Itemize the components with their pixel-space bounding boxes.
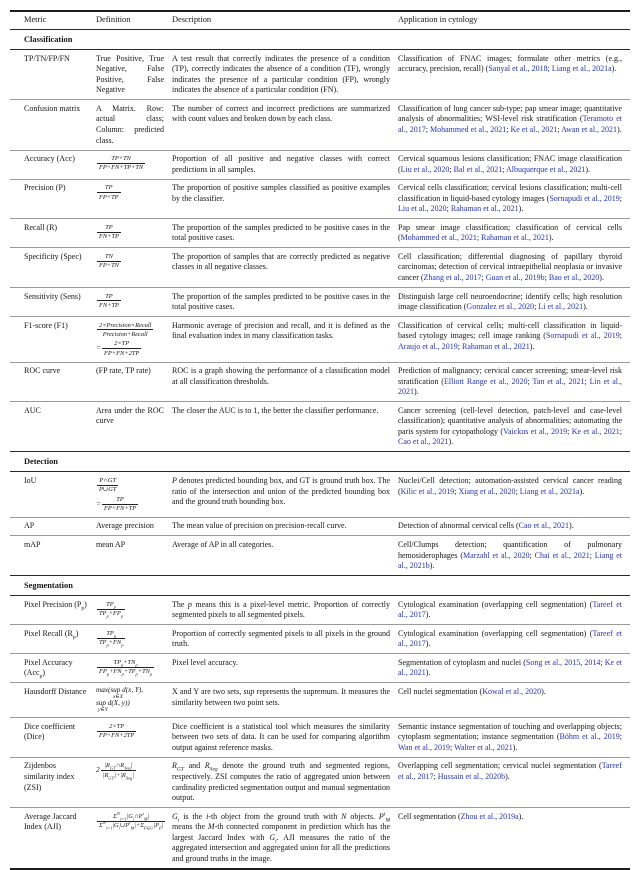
fraction-denominator: $\Sigma^N_{i=1}|G_i\cup P^i_M|+\Sigma_{F\in U}|P_F|$ bbox=[99, 819, 164, 831]
application-text: Prediction of malignancy; cervical cancer screening; smear-level risk stratification ( bbox=[398, 366, 622, 386]
formula-fraction bbox=[97, 630, 125, 647]
application-text: ; bbox=[425, 124, 431, 134]
citation-link[interactable]: Rahaman et al., 2021 bbox=[481, 233, 549, 243]
formula-fraction bbox=[101, 762, 136, 779]
application-cell bbox=[398, 517, 630, 536]
metric-cell: Zijdenbos similarity index (ZSI) bbox=[10, 757, 96, 807]
metric-cell: IoU bbox=[10, 472, 96, 517]
formula-fraction bbox=[97, 253, 121, 270]
application-text: Classification of cervical cells; multi-cell classification in liquid-based cytology images; cell image ranking ( bbox=[398, 320, 622, 341]
definition-cell bbox=[96, 219, 172, 248]
metric-cell: Sensitivity (Sens) bbox=[10, 288, 96, 317]
definition-cell bbox=[96, 625, 172, 654]
formula-fraction bbox=[102, 496, 138, 513]
application-text: ; bbox=[529, 550, 535, 560]
fraction-numerator: 2×TP bbox=[97, 723, 136, 732]
metric-cell: Pixel Accuracy (Acc$_p$) bbox=[10, 654, 96, 683]
fraction-numerator: TP bbox=[97, 184, 121, 193]
formula-fraction bbox=[97, 723, 136, 740]
citation-link[interactable]: Liang et al., 2021b bbox=[398, 550, 623, 571]
application-text: Cervical squamous lesions classification; FNAC image classification ( bbox=[398, 154, 622, 174]
operator-subscript: y∈Y bbox=[98, 706, 108, 713]
citation-link[interactable]: Xiang et al., 2020 bbox=[458, 486, 516, 496]
description-cell: The number of correct and incorrect predictions are summarized with count values and broken down by each class. bbox=[172, 100, 398, 150]
application-text: ; bbox=[527, 376, 533, 386]
formula-fraction bbox=[97, 659, 154, 676]
citation-link[interactable]: Tareef et al., 2017 bbox=[398, 628, 622, 649]
application-text: ). bbox=[425, 610, 431, 620]
application-cell bbox=[398, 317, 630, 362]
definition-text: A Matrix. Row: actual class; Column: predicted class. bbox=[96, 103, 164, 145]
formula-inline: = bbox=[96, 498, 101, 508]
application-text: Cervical cells classification; cervical lesions classification; multi-cell classification in liquid-based cytology images ( bbox=[398, 183, 622, 203]
application-text: ). bbox=[429, 561, 435, 571]
operator-main: max(sup d(x, Y), bbox=[96, 685, 144, 694]
description-cell: X and Y are two sets, sup represents the supremum. It measures the similarity between two point sets. bbox=[172, 683, 398, 718]
application-text: ). bbox=[611, 64, 617, 74]
fraction-numerator: P∩GT bbox=[97, 477, 118, 486]
fraction-denominator: FN+TP bbox=[99, 233, 119, 241]
application-text: ; bbox=[544, 272, 549, 282]
formula-fraction bbox=[97, 293, 121, 310]
application-cell bbox=[398, 150, 630, 179]
metric-cell: Pixel Recall $(R_p)$ bbox=[10, 625, 96, 654]
column-header-metric: Metric bbox=[10, 11, 96, 30]
application-text: ; bbox=[506, 124, 511, 134]
application-cell bbox=[398, 596, 630, 625]
fraction-denominator: FP+FN+2TP bbox=[99, 732, 135, 740]
application-cell bbox=[398, 179, 630, 219]
citation-link[interactable]: Zhang et al., 2017 bbox=[423, 272, 482, 282]
metric-cell: AP bbox=[10, 517, 96, 536]
fraction-numerator: 2×Precision×Recall bbox=[99, 321, 152, 329]
fraction-denominator: $|R_{GT}|+|R_{Seg}|$ bbox=[102, 771, 135, 781]
description-cell: The proportion of the samples predicted to be positive cases in the total positive cases. bbox=[172, 288, 398, 317]
application-cell bbox=[398, 757, 630, 807]
application-text: ; bbox=[619, 426, 622, 436]
application-text: ; bbox=[481, 272, 486, 282]
description-cell: Proportion of correctly segmented pixels to all pixels in the ground truth. bbox=[172, 625, 398, 654]
formula-fraction bbox=[97, 184, 121, 201]
citation-link[interactable]: Chai et al., 2021 bbox=[534, 550, 590, 560]
definition-cell bbox=[96, 683, 172, 718]
application-text: ). bbox=[583, 302, 588, 312]
definition-cell bbox=[96, 179, 172, 219]
table-row bbox=[10, 472, 630, 517]
metric-cell: Accuracy (Acc) bbox=[10, 150, 96, 179]
column-header-application: Application in cytology bbox=[398, 11, 630, 30]
citation-link[interactable]: Sornapudi et al., 2019 bbox=[549, 193, 620, 203]
citation-link[interactable]: Zhou et al., 2019a bbox=[460, 811, 519, 821]
definition-cell bbox=[96, 100, 172, 150]
application-text: ; bbox=[619, 732, 622, 742]
application-cell bbox=[398, 654, 630, 683]
fraction-numerator: $TP_p$ bbox=[97, 630, 125, 639]
application-text: ; bbox=[454, 486, 459, 496]
citation-link[interactable]: Bao et al., 2020 bbox=[548, 272, 600, 282]
description-cell: $R_{GT}$ and $R_{Seg}$ denote the ground truth and segmented regions, respectively. ZSI computes the ratio of aggregated union between cardinality predicted segmentation output and manual segmentation output. bbox=[172, 757, 398, 807]
fraction-denominator: $TP_p+FP_p$ bbox=[99, 610, 124, 619]
table-row bbox=[10, 654, 630, 683]
citation-link[interactable]: Lin et al., 2021 bbox=[398, 376, 623, 397]
application-text: Cytological examination (overlapping cell segmentation) ( bbox=[398, 628, 593, 638]
table-header-row bbox=[10, 11, 630, 30]
citation-link[interactable]: Liu et al., 2020 bbox=[398, 204, 447, 214]
description-cell: ROC is a graph showing the performance of a classification model at all classification thresholds. bbox=[172, 362, 398, 402]
metric-cell: TP/TN/FP/FN bbox=[10, 50, 96, 100]
application-text: Segmentation of cytoplasm and nuclei ( bbox=[398, 657, 526, 667]
fraction-numerator: $|R_{GT}\cap R_{Seg}|$ bbox=[101, 762, 136, 771]
application-text: ; bbox=[557, 124, 562, 134]
application-text: ; bbox=[457, 341, 462, 351]
fraction-denominator: FP+FN+TP+TN bbox=[99, 164, 144, 172]
formula-fraction bbox=[97, 224, 121, 241]
definition-text: mean AP bbox=[96, 539, 126, 549]
metric-cell: Specificity (Spec) bbox=[10, 248, 96, 288]
application-text: ). bbox=[448, 437, 454, 447]
column-header-definition: Definition bbox=[96, 11, 172, 30]
application-text: Nuclei/Cell detection; automation-assisted cervical cancer reading ( bbox=[398, 475, 622, 496]
description-cell: The proportion of the samples predicted to be positive cases in the total positive cases. bbox=[172, 219, 398, 248]
table-row bbox=[10, 362, 630, 402]
citation-link[interactable]: Elliott Range et al., 2020 bbox=[443, 376, 528, 386]
section-title: Segmentation bbox=[10, 576, 630, 596]
application-text: ; bbox=[433, 772, 438, 782]
definition-cell bbox=[96, 472, 172, 517]
fraction-denominator: FP+TP bbox=[99, 193, 119, 201]
application-text: ; bbox=[502, 164, 506, 174]
citation-link[interactable]: Tareef et al., 2017 bbox=[398, 599, 622, 620]
table-body bbox=[10, 30, 630, 869]
application-text: Detection of abnormal cervical cells ( bbox=[398, 521, 519, 531]
metrics-table bbox=[10, 10, 630, 870]
metric-cell: mAP bbox=[10, 536, 96, 576]
citation-link[interactable]: Walter et al., 2021 bbox=[454, 742, 513, 752]
description-cell: The proportion of samples that are correctly predicted as negative classes in all negative classes. bbox=[172, 248, 398, 288]
application-text: ; bbox=[584, 376, 590, 386]
formula-operator bbox=[96, 700, 164, 713]
citation-link[interactable]: Mohammed et al., 2021 bbox=[430, 124, 507, 134]
application-text: ). bbox=[425, 639, 431, 649]
definition-text: (FP rate, TP rate) bbox=[96, 366, 151, 376]
fraction-denominator: FP+FN+TP bbox=[104, 505, 137, 513]
application-text: ). bbox=[518, 811, 524, 821]
table-row bbox=[10, 150, 630, 179]
metric-cell: Hausdorff Distance bbox=[10, 683, 96, 718]
metric-cell: ROC curve bbox=[10, 362, 96, 402]
definition-cell bbox=[96, 248, 172, 288]
definition-text: True Positive, True Negative, False Positive, False Negative bbox=[96, 53, 164, 95]
table-row bbox=[10, 808, 630, 869]
formula-fraction bbox=[97, 155, 145, 172]
citation-link[interactable]: Cao et al., 2021 bbox=[518, 521, 570, 531]
application-text: ). bbox=[505, 772, 510, 782]
definition-cell bbox=[96, 517, 172, 536]
application-text: ). bbox=[425, 668, 431, 678]
application-text: ). bbox=[579, 486, 585, 496]
operator-main: sup d(X, y)) bbox=[96, 699, 130, 708]
application-text: Cytological examination (overlapping cell segmentation) ( bbox=[398, 599, 593, 609]
application-cell bbox=[398, 718, 630, 758]
application-cell bbox=[398, 362, 630, 402]
description-cell: Dice coefficient is a statistical tool which measures the similarity between two sets of data. It can be used for comparing algorithm output against reference masks. bbox=[172, 718, 398, 758]
application-cell bbox=[398, 50, 630, 100]
application-cell bbox=[398, 100, 630, 150]
fraction-denominator: P∪GT bbox=[99, 486, 117, 494]
citation-link[interactable]: Cao et al., 2021 bbox=[398, 437, 449, 447]
fraction-numerator: 2×TP bbox=[102, 340, 141, 349]
application-text: , bbox=[580, 657, 585, 667]
formula-fraction bbox=[97, 322, 153, 339]
citation-link[interactable]: 2014 bbox=[584, 657, 601, 667]
table-row bbox=[10, 100, 630, 150]
table-row bbox=[10, 219, 630, 248]
citation-link[interactable]: Awan et al., 2021 bbox=[561, 124, 618, 134]
application-cell bbox=[398, 625, 630, 654]
fraction-numerator: TN bbox=[97, 253, 121, 262]
fraction-numerator: TP+TN bbox=[97, 155, 145, 164]
application-text: Cell segmentation ( bbox=[398, 811, 461, 821]
citation-link[interactable]: Rahaman et al., 2021 bbox=[462, 341, 530, 351]
application-text: ). bbox=[529, 341, 535, 351]
definition-cell bbox=[96, 808, 172, 869]
table-row bbox=[10, 757, 630, 807]
formula-fraction bbox=[97, 810, 165, 831]
application-cell bbox=[398, 248, 630, 288]
formula-fraction bbox=[97, 601, 125, 618]
definition-cell bbox=[96, 317, 172, 362]
fraction-denominator: FP+TN bbox=[99, 262, 119, 270]
section-title: Detection bbox=[10, 452, 630, 472]
application-text: ; bbox=[567, 426, 572, 436]
citation-link[interactable]: Tan et al., 2021 bbox=[532, 376, 585, 386]
definition-cell bbox=[96, 596, 172, 625]
definition-cell bbox=[96, 757, 172, 807]
application-text: ). bbox=[599, 272, 604, 282]
description-cell: The proportion of positive samples classified as positive examples by the classifier. bbox=[172, 179, 398, 219]
application-text: ; bbox=[619, 193, 623, 203]
definition-cell bbox=[96, 362, 172, 402]
citation-link[interactable]: Mohammed et al., 2021 bbox=[400, 233, 477, 243]
definition-cell bbox=[96, 718, 172, 758]
application-text: ; bbox=[547, 64, 552, 74]
application-cell bbox=[398, 808, 630, 869]
table-row bbox=[10, 288, 630, 317]
citation-link[interactable]: Wan et al., 2019 bbox=[398, 742, 451, 752]
description-cell: Pixel level accuracy. bbox=[172, 654, 398, 683]
definition-cell bbox=[96, 150, 172, 179]
column-header-description: Description bbox=[172, 11, 398, 30]
metric-cell: Recall (R) bbox=[10, 219, 96, 248]
citation-link[interactable]: Rahaman et al., 2021 bbox=[450, 204, 519, 214]
description-cell: P denotes predicted bounding box, and GT is ground truth box. The ratio of the intersection and union of the predicted bounding box and the ground truth bounding box. bbox=[172, 472, 398, 517]
citation-link[interactable]: Bal et al., 2021 bbox=[453, 164, 503, 174]
application-text: Distinguish large cell neuroendocrine; identify cells; high resolution image classification ( bbox=[398, 291, 622, 312]
citation-link[interactable]: Marzahl et al., 2020 bbox=[463, 550, 530, 560]
application-text: ). bbox=[569, 521, 574, 531]
table-row bbox=[10, 625, 630, 654]
application-text: ; bbox=[476, 233, 482, 243]
formula-fraction bbox=[97, 477, 118, 494]
fraction-denominator: $TP_p+FN_p$ bbox=[99, 639, 124, 648]
application-text: Classification of lung cancer sub-type; pap smear image; quantitative analysis of abnormalities; WSI-level risk stratification ( bbox=[398, 103, 622, 124]
description-cell: Proportion of all positive and negative classes with correct predictions in all samples. bbox=[172, 150, 398, 179]
formula-inline: 2 bbox=[96, 765, 100, 775]
citation-link[interactable]: Liang et al., 2021a bbox=[551, 64, 612, 74]
description-cell: Harmonic average of precision and recall, and it is defined as the final evaluation index in many classification tasks. bbox=[172, 317, 398, 362]
application-text: Cancer screening (cell-level detection, patch-level and case-level classification); quantitative analysis of abnormalities; automating the paris system for cytopathology ( bbox=[398, 405, 622, 436]
application-text: ). bbox=[541, 686, 546, 696]
application-text: Classification of FNAC images; formulate other metrics (e.g., accuracy, precision, recall) ( bbox=[398, 53, 622, 74]
citation-link[interactable]: Teramoto et al., 2017 bbox=[398, 114, 622, 134]
citation-link[interactable]: Tareef et al., 2017 bbox=[398, 761, 622, 782]
section-header-row bbox=[10, 576, 630, 596]
metric-cell: F1-score (F1) bbox=[10, 317, 96, 362]
fraction-denominator: FP+FN+2TP bbox=[104, 349, 140, 357]
table-row bbox=[10, 596, 630, 625]
table-row bbox=[10, 718, 630, 758]
definition-cell bbox=[96, 50, 172, 100]
definition-cell bbox=[96, 288, 172, 317]
formula-fraction bbox=[102, 340, 141, 357]
citation-link[interactable]: Ke et al., 2021 bbox=[510, 124, 558, 134]
application-text: ). bbox=[518, 204, 524, 214]
application-text: ). bbox=[617, 124, 622, 134]
application-text: ). bbox=[414, 387, 419, 397]
description-cell: Average of AP in all categories. bbox=[172, 536, 398, 576]
formula-operator bbox=[96, 687, 164, 700]
application-cell bbox=[398, 536, 630, 576]
application-cell bbox=[398, 219, 630, 248]
fraction-numerator: $TP_p$ bbox=[97, 601, 125, 610]
fraction-numerator: TP bbox=[97, 224, 121, 233]
definition-cell bbox=[96, 536, 172, 576]
application-text: ; bbox=[589, 550, 595, 560]
description-cell: The p means this is a pixel-level metric. Proportion of correctly segmented pixels to all segmented pixels. bbox=[172, 596, 398, 625]
application-text: ; bbox=[446, 204, 451, 214]
citation-link[interactable]: Ke et al., 2021 bbox=[571, 426, 620, 436]
definition-cell bbox=[96, 654, 172, 683]
description-cell: The closer the AUC is to 1, the better the classifier performance. bbox=[172, 402, 398, 452]
table-row bbox=[10, 402, 630, 452]
application-text: ; bbox=[449, 164, 454, 174]
citation-link[interactable]: Araujo et al., 2019 bbox=[398, 341, 458, 351]
definition-text: Area under the ROC curve bbox=[96, 405, 164, 426]
application-text: ; bbox=[515, 486, 520, 496]
metric-cell: Average Jaccard Index (AJI) bbox=[10, 808, 96, 869]
description-cell: $G_i$ is the i-th object from the ground truth with N objects. $P^i_M$ means the M-th connected component in prediction which has the largest Jaccard Index with $G_i$. AJI measures the ratio of the aggregated intersection and aggregated union for all the predictions and ground truths in the image. bbox=[172, 808, 398, 869]
definition-cell bbox=[96, 402, 172, 452]
fraction-denominator: FN+TP bbox=[99, 301, 119, 309]
application-text: ; bbox=[600, 657, 605, 667]
citation-link[interactable]: Gonzalez et al., 2020 bbox=[466, 302, 535, 312]
citation-link[interactable]: Hussain et al., 2020b bbox=[437, 772, 506, 782]
section-header-row bbox=[10, 30, 630, 50]
citation-link[interactable]: Albuquerque et al., 2021 bbox=[506, 164, 586, 174]
application-cell bbox=[398, 472, 630, 517]
application-text: Pap smear image classification; classification of cervical cells ( bbox=[398, 222, 622, 243]
section-header-row bbox=[10, 452, 630, 472]
application-text: ; bbox=[450, 742, 455, 752]
operator-subscript: x∈X bbox=[113, 693, 124, 700]
citation-link[interactable]: Guan et al., 2019b bbox=[485, 272, 545, 282]
citation-link[interactable]: Sanyal et al., 2018 bbox=[488, 64, 548, 74]
fraction-numerator: TP bbox=[102, 496, 138, 505]
section-title: Classification bbox=[10, 30, 630, 50]
citation-link[interactable]: Liu et al., 2020 bbox=[400, 164, 450, 174]
citation-link[interactable]: Ke et al., 2021 bbox=[398, 657, 623, 678]
metric-cell: Confusion matrix bbox=[10, 100, 96, 150]
application-text: ). bbox=[512, 742, 518, 752]
table-row bbox=[10, 50, 630, 100]
citation-link[interactable]: Song et al., 2015 bbox=[525, 657, 581, 667]
table-row bbox=[10, 179, 630, 219]
table-row bbox=[10, 317, 630, 362]
formula-inline: = bbox=[96, 343, 101, 353]
application-text: Overlapping cell segmentation; cervical nuclei segmentation ( bbox=[398, 761, 602, 771]
fraction-numerator: $\Sigma^N_{i=1}|G_i\cap P^i_M|$ bbox=[97, 813, 165, 822]
table-row bbox=[10, 248, 630, 288]
table-row bbox=[10, 683, 630, 718]
description-cell: The mean value of precision on precision-recall curve. bbox=[172, 517, 398, 536]
definition-text: Average precision bbox=[96, 521, 154, 531]
citation-link[interactable]: Kilic et al., 2019 bbox=[400, 486, 455, 496]
table-row bbox=[10, 536, 630, 576]
application-cell bbox=[398, 683, 630, 718]
fraction-numerator: TP bbox=[97, 293, 121, 302]
citation-link[interactable]: Vaickus et al., 2019 bbox=[503, 426, 568, 436]
application-text: Cell/Clumps detection; quantification of pulmonary hemosiderophages ( bbox=[398, 539, 622, 560]
application-text: Cell nuclei segmentation ( bbox=[398, 686, 483, 696]
application-text: ). bbox=[585, 164, 590, 174]
fraction-numerator: $TP_p+TN_p$ bbox=[97, 659, 154, 668]
application-cell bbox=[398, 402, 630, 452]
fraction-denominator: $FP_p+FN_p+TP_p+TN_p$ bbox=[99, 668, 153, 677]
citation-link[interactable]: Li et al., 2021 bbox=[538, 302, 584, 312]
application-text: ; bbox=[534, 302, 539, 312]
citation-link[interactable]: Böhm et al., 2019 bbox=[559, 732, 620, 742]
citation-link[interactable]: Kowal et al., 2020 bbox=[482, 686, 542, 696]
description-cell: A test result that correctly indicates the presence of a condition (TP), correctly indicates the absence of a condition (TF), wrongly indicates the presence of a particular condition (FP), wrongly indicates the absence of a particular condition (FN). bbox=[172, 50, 398, 100]
citation-link[interactable]: Liang et al., 2021a bbox=[519, 486, 580, 496]
application-text: ; bbox=[619, 331, 622, 341]
metric-cell: Pixel Precision $(P_p)$ bbox=[10, 596, 96, 625]
application-text: Cell classification; differential diagnosing of papillary thyroid carcinomas; detection of cervical intraepithelial neoplasia or invasive cancer ( bbox=[398, 251, 622, 282]
metric-cell: Dice coefficient (Dice) bbox=[10, 718, 96, 758]
metric-cell: AUC bbox=[10, 402, 96, 452]
application-text: ). bbox=[548, 233, 554, 243]
fraction-denominator: Precision+Recall bbox=[102, 330, 148, 338]
table-row bbox=[10, 517, 630, 536]
application-text: Semantic instance segmentation of touching and overlapping objects; cytoplasm segmentation; instance segmentation ( bbox=[398, 721, 622, 742]
application-cell bbox=[398, 288, 630, 317]
metric-cell: Precision (P) bbox=[10, 179, 96, 219]
citation-link[interactable]: Sornapudi et al., 2019 bbox=[545, 331, 620, 341]
